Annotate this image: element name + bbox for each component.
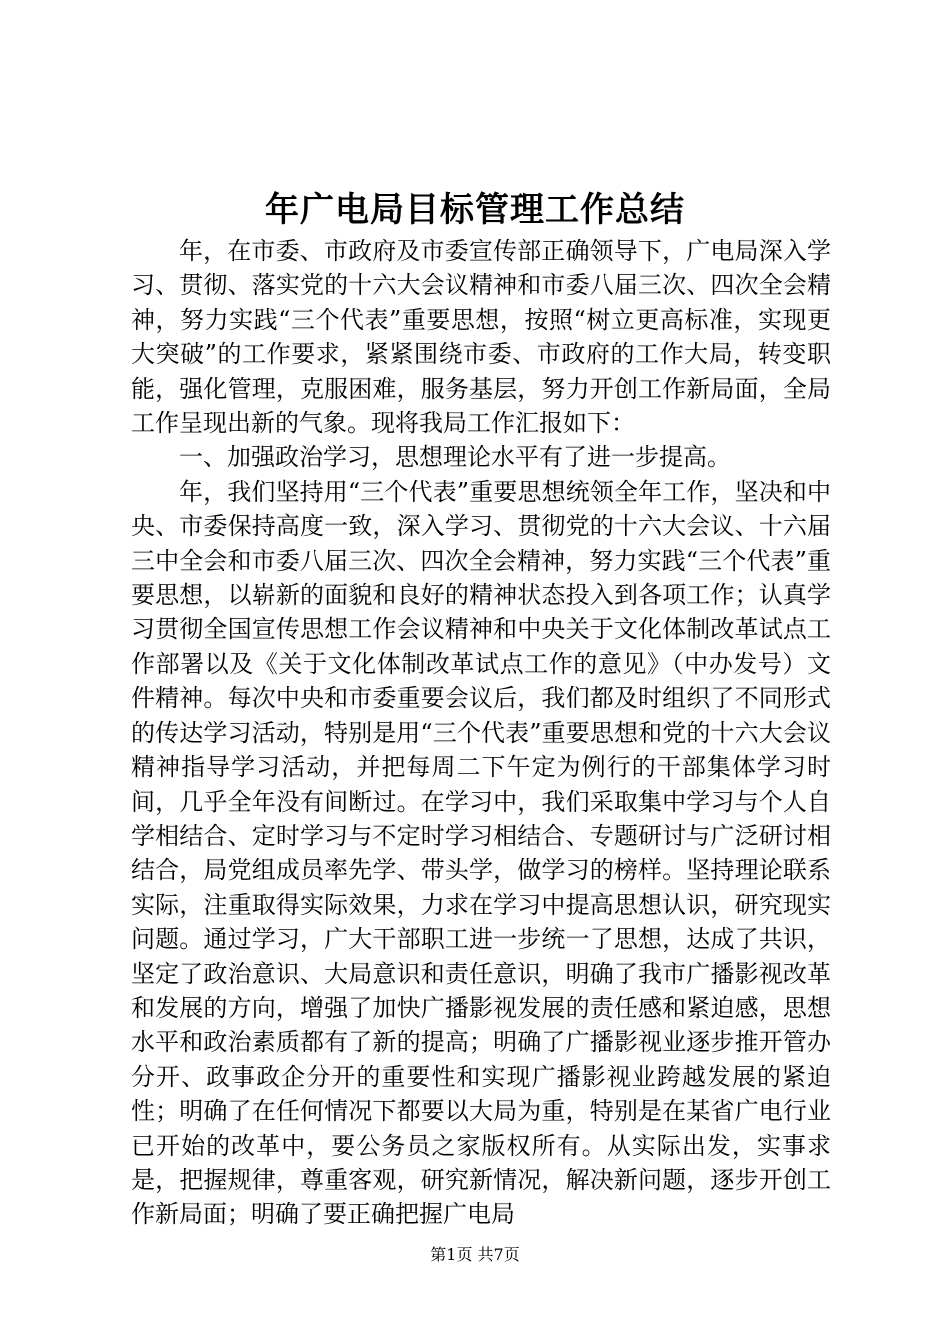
paragraph-intro: 年，在市委、市政府及市委宣传部正确领导下，广电局深入学习、贯彻、落实党的十六大会议精神和市委八届三次、四次全会精神，努力实践“三个代表”重要思想，按照“树立更高标准，实现更大突破”的工作要求，紧紧围绕市委、市政府的工作大局，转变职能，强化管理，克服困难，服务基层，努力开创工作新局面，全局工作呈现出新的气象。现将我局工作汇报如下： xyxy=(131,237,831,438)
document-title: 年广电局目标管理工作总结 xyxy=(265,190,685,230)
document-body xyxy=(131,234,831,1232)
section-heading-1: 一、加强政治学习，思想理论水平有了进一步提高。 xyxy=(179,443,731,472)
page-footer: 第1页 共7页 xyxy=(430,1245,520,1264)
paragraph-section-1: 年，我们坚持用“三个代表”重要思想统领全年工作，坚决和中央、市委保持高度一致，深入学习、贯彻党的十六大会议、十六届三中全会和市委八届三次、四次全会精神，努力实践“三个代表”重要思想，以崭新的面貌和良好的精神状态投入到各项工作；认真学习贯彻全国宣传思想工作会议精神和中央关于文化体制改革试点工作部署以及《关于文化体制改革试点工作的意见》（中办发号）文件精神。每次中央和市委重要会议后，我们都及时组织了不同形式的传达学习活动，特别是用“三个代表”重要思想和党的十六大会议精神指导学习活动，并把每周二下午定为例行的干部集体学习时间，几乎全年没有间断过。在学习中，我们采取集中学习与个人自学相结合、定时学习与不定时学习相结合、专题研讨与广泛研讨相结合，局党组成员率先学、带头学，做学习的榜样。坚持理论联系实际，注重取得实际效果，力求在学习中提高思想认识，研究现实问题。通过学习，广大干部职工进一步统一了思想，达成了共识，坚定了政治意识、大局意识和责任意识，明确了我市广播影视改革和发展的方向，增强了加快广播影视发展的责任感和紧迫感，思想水平和政治素质都有了新的提高；明确了广播影视业逐步推开管办分开、政事政企分开的重要性和实现广播影视业跨越发展的紧迫性；明确了在任何情况下都要以大局为重，特别是在某省广电行业已开始的改革中，要公务员之家版权所有。从实际出发，实事求是，把握规律，尊重客观，研究新情况，解决新问题，逐步开创工作新局面；明确了要正确把握广电局 xyxy=(131,477,831,1229)
